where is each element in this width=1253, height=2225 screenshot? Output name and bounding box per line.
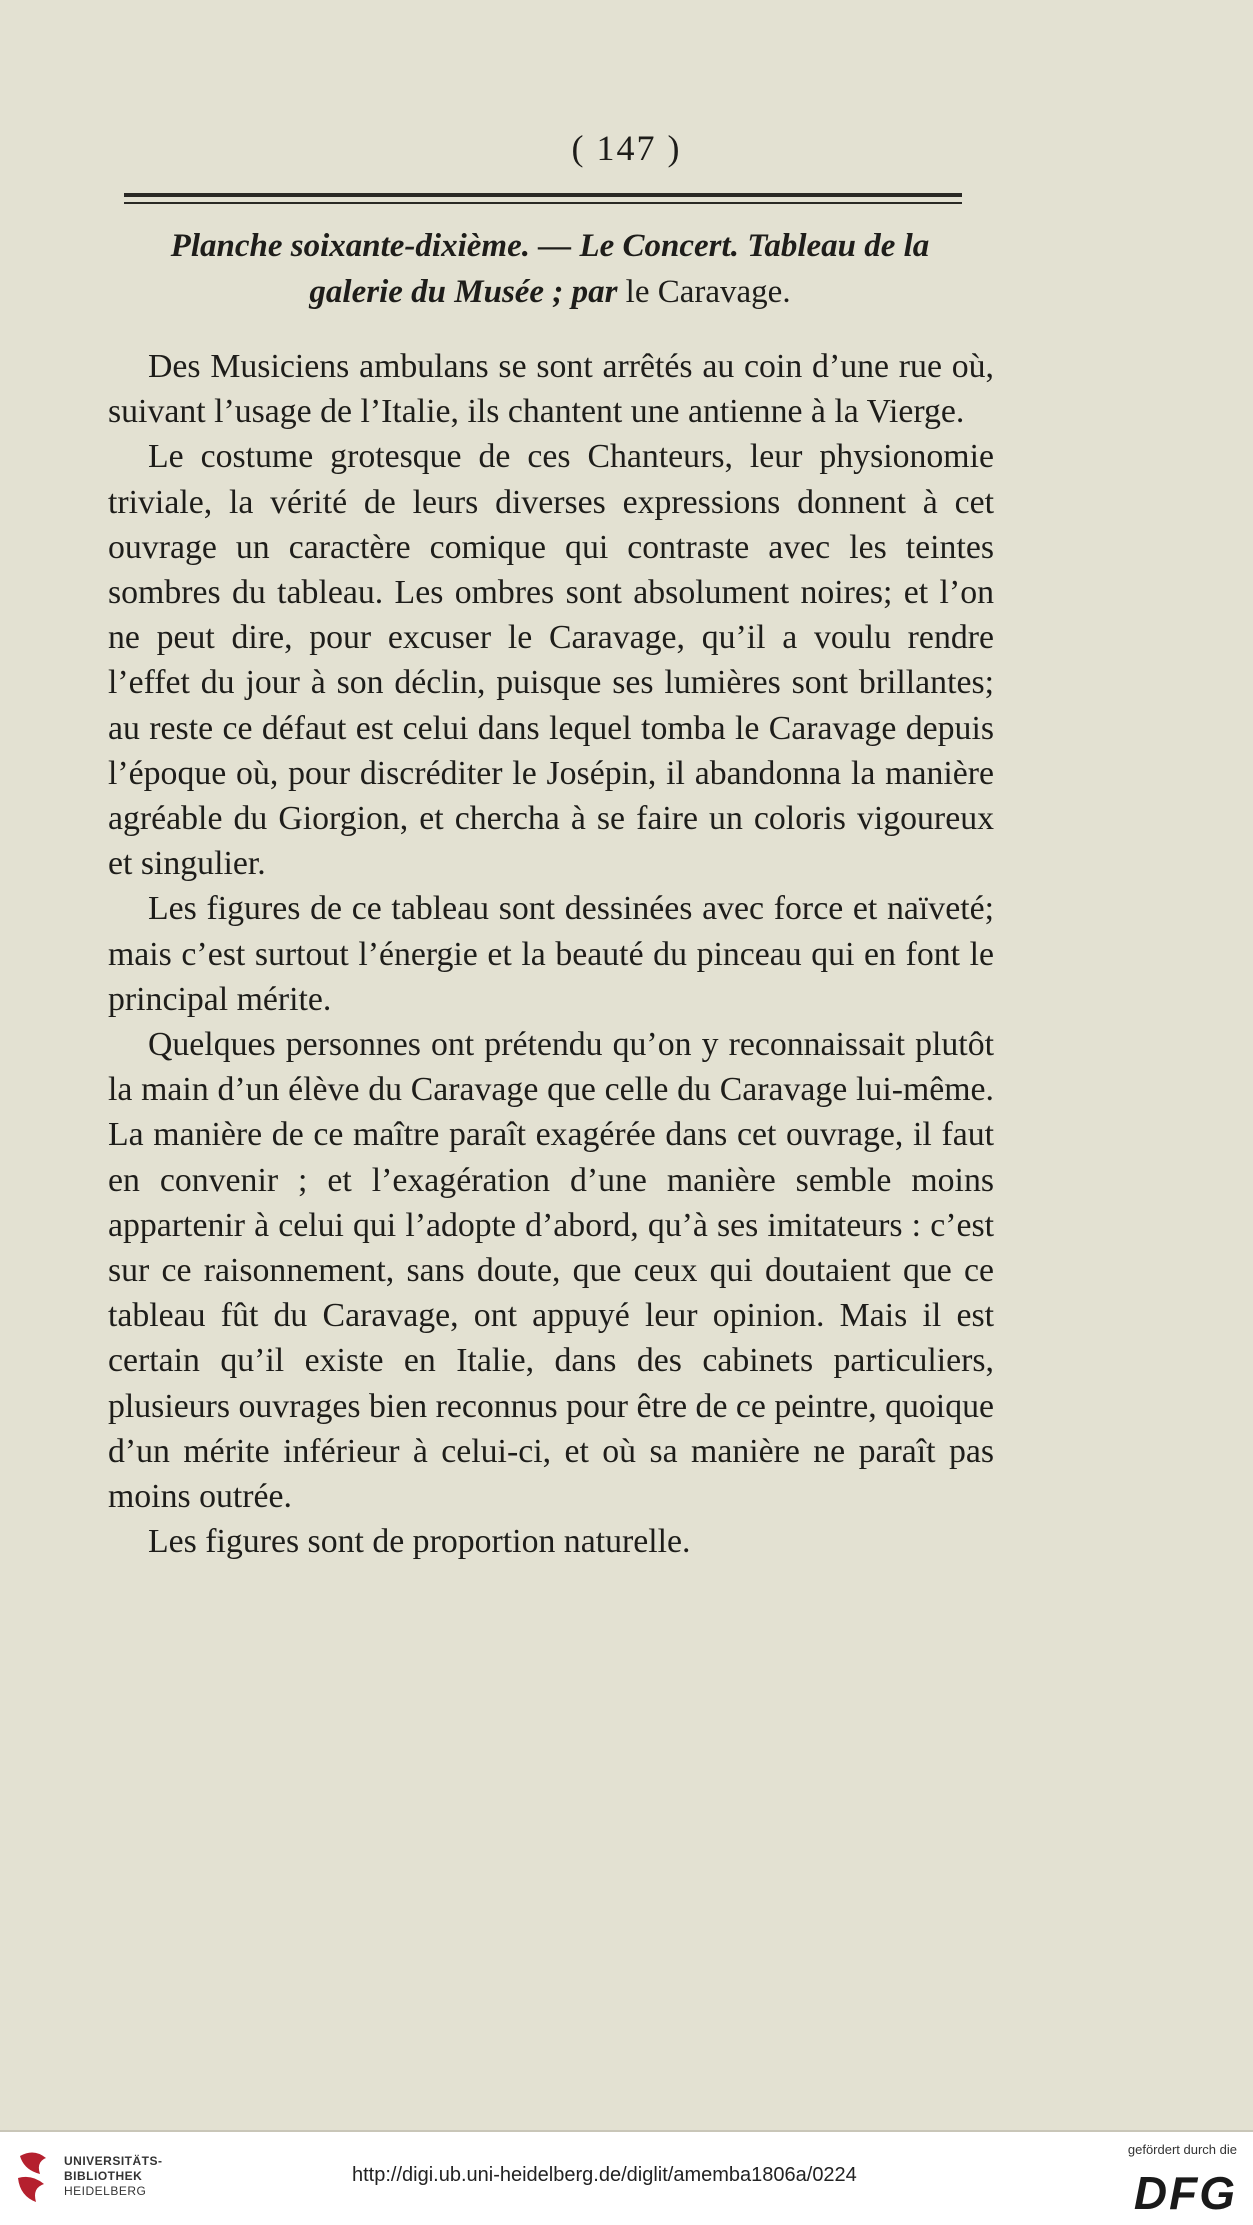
header-rule-thin	[124, 202, 962, 204]
body-text	[108, 344, 994, 1564]
digitization-footer	[0, 2130, 1253, 2225]
library-name: UNIVERSITÄTS- BIBLIOTHEK HEIDELBERG	[64, 2154, 163, 2198]
paragraph: Les figures de ce tableau sont dessinées avec force et naïveté; mais c’est surtout l’énergie et la beauté du pinceau qui en font le principal mérite.	[108, 890, 994, 1018]
header-rule-thick	[124, 193, 962, 197]
paragraph: Des Musiciens ambulans se sont arrêtés au coin d’une rue où, suivant l’usage de l’Italie, ils chantent une antienne à la Vierge.	[108, 348, 994, 431]
page-number: ( 147 )	[571, 128, 682, 168]
permalink-url[interactable]: http://digi.ub.uni-heidelberg.de/diglit/amemba1806a/0224	[352, 2164, 857, 2186]
university-library-logo-icon	[14, 2148, 54, 2208]
heading-line-2: galerie du Musée ; par le Caravage.	[309, 274, 791, 310]
heading-line-1: Planche soixante-dixième. — Le Concert. Tableau de la	[170, 228, 930, 264]
dfg-logo: DFG	[1133, 2167, 1237, 2219]
paragraph: Les figures sont de proportion naturelle.	[148, 1523, 691, 1561]
paragraph: Le costume grotesque de ces Chanteurs, leur physionomie triviale, la vérité de leurs diverses expressions donnent à cet ouvrage un caractère comique qui contraste avec les teintes sombres du tableau. Les ombres sont absolument noires; et l’on ne peut dire, pour excuser le Caravage, qu’il a voulu rendre l’effet du jour à son déclin, puisque ses lumières sont brillantes; au reste ce défaut est celui dans lequel tomba le Caravage depuis l’époque où, pour discréditer le Josépin, il abandonna la manière agréable du Giorgion, et chercha à se faire un coloris vigoureux et singulier.	[108, 438, 994, 883]
plate-heading	[110, 223, 990, 315]
funding-label: gefördert durch die	[1127, 2142, 1237, 2157]
paragraph: Quelques personnes ont prétendu qu’on y reconnaissait plutôt la main d’un élève du Caravage que celle du Caravage lui-même. La manière de ce maître paraît exagérée dans cet ouvrage, il faut en convenir ; et l’exagération d’une manière semble moins appartenir à celui qui l’adopte d’abord, qu’à ses imitateurs : c’est sur ce raisonnement, sans doute, que ceux qui doutaient que ce tableau fût du Caravage, ont appuyé leur opinion. Mais il est certain qu’il existe en Italie, dans des cabinets particuliers, plusieurs ouvrages bien reconnus pour être de ce peintre, quoique d’un mérite inférieur à celui-ci, et où sa manière ne paraît pas moins outrée.	[108, 1026, 994, 1516]
